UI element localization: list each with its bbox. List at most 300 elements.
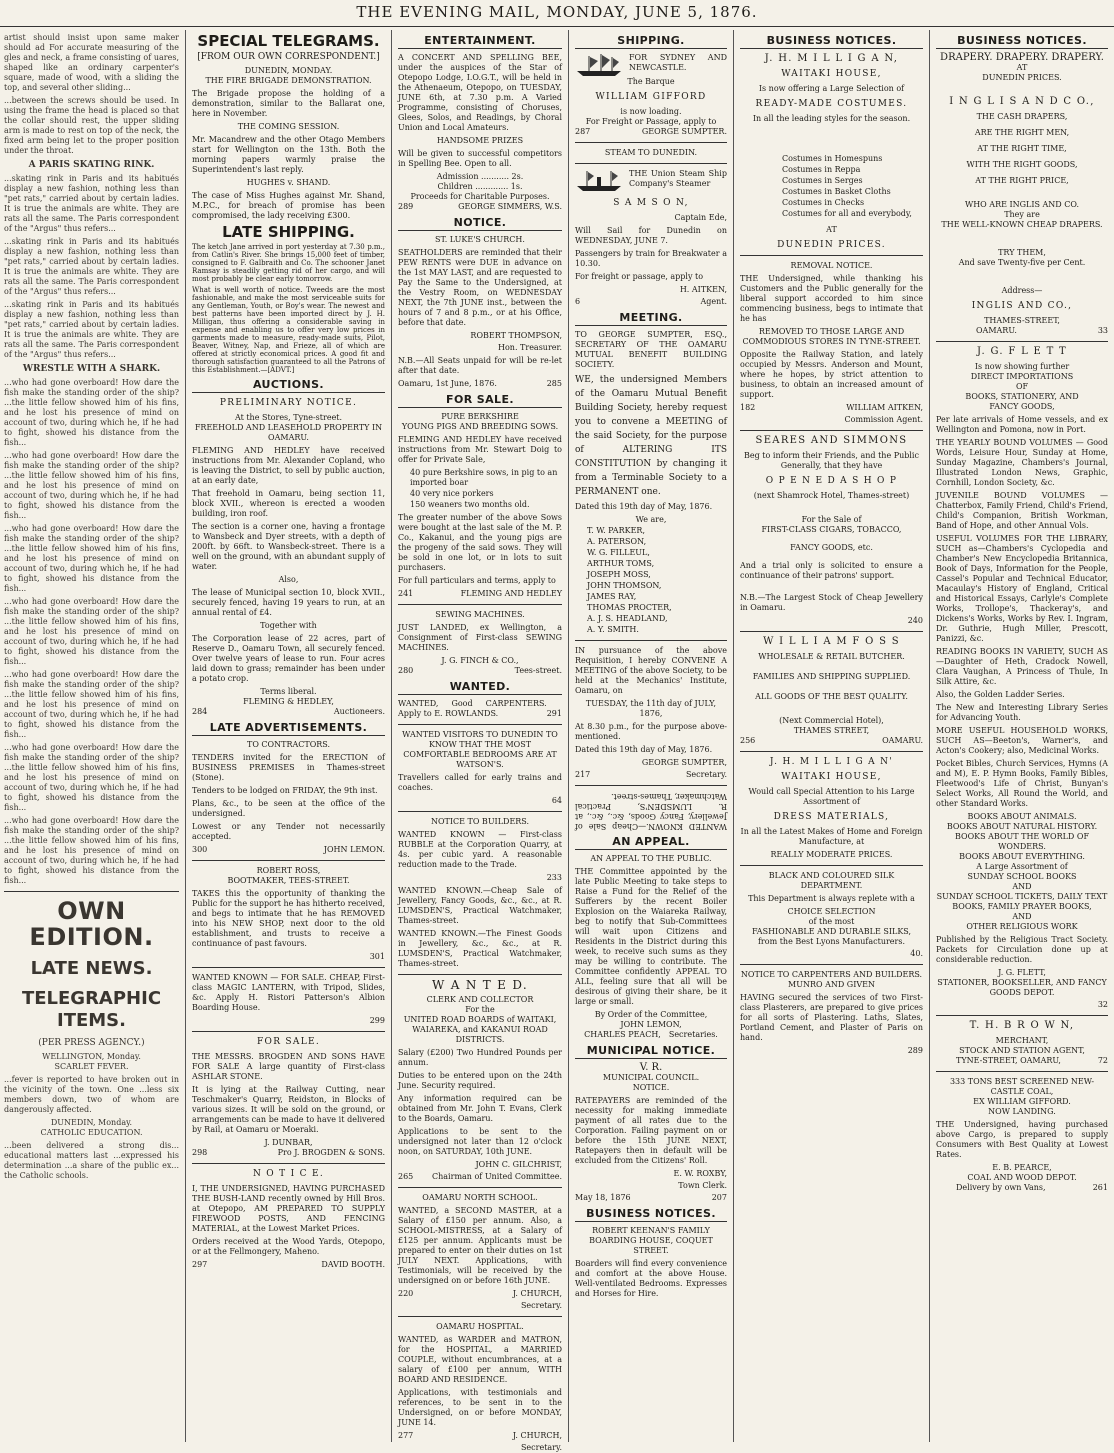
ad-signature: Secretary. bbox=[520, 1301, 562, 1310]
ad-line: UNITED ROAD BOARDS of WAITAKI, WAIAREKA, and KAKANUI ROAD DISTRICTS. bbox=[403, 1015, 557, 1044]
item-text: ...been delivered a strong dis... educational matters last ...expressed his determination ...a share of the public ex... the Catholic schools. bbox=[4, 1141, 179, 1180]
ad-number: 207 bbox=[711, 1193, 727, 1202]
divider bbox=[398, 604, 562, 605]
ad-text: Pocket Bibles, Church Services, Hymns (A and M), E. P. Hymn Books, Family Bibles, Fleetwood's Life of Christ, Bunyan's Select Works, All Round the World, and other Standard Works. bbox=[936, 759, 1108, 808]
ad-signature: DAVID BOOTH. bbox=[321, 1260, 385, 1269]
ad-text: The lease of Municipal section 10, block XVII., securely fenced, having 19 years to run, at an annual rental of £4. bbox=[192, 588, 385, 617]
ad-line: THE WELL-KNOWN CHEAP DRAPERS. bbox=[941, 220, 1103, 229]
ad-text: THE Committee appointed by the late Public Meeting to take steps to Raise a Fund for the Relief of the Sufferers by the recent Boiler Explosion on the Waiareka Railway, beg to notify that Sub-Committees will wait upon Citizens and Residents in the District during this week, to receive such sums as they may be willing to contribute. The Committee confidently APPEAL TO ALL, feeling sure that all will be desirous of giving their share, be it large or small. bbox=[575, 867, 727, 1006]
ad-line: INGLIS AND CO., bbox=[971, 301, 1073, 311]
ad-text: Plans, &c., to be seen at the office of the undersigned. bbox=[192, 799, 385, 818]
ad-line: T. H. B R O W N, bbox=[969, 1020, 1075, 1031]
ad-signature: FLEMING & HEDLEY, bbox=[243, 697, 334, 706]
ad-line: OAMARU. bbox=[976, 326, 1017, 335]
ad-number: 182 bbox=[740, 403, 756, 412]
ad-line: OAMARU NORTH SCHOOL. bbox=[422, 1193, 538, 1202]
divider bbox=[398, 1187, 562, 1188]
ad-text: Published by the Religious Tract Society. Packets for Circulation done up at considerable reduction. bbox=[936, 935, 1108, 964]
ad-line: Delivery by own Vans, bbox=[956, 1183, 1046, 1192]
municipal-heading: MUNICIPAL NOTICE. bbox=[575, 1046, 727, 1059]
divider bbox=[936, 1015, 1108, 1016]
ad-number: 33 bbox=[1097, 326, 1108, 335]
ad-line: For the Sale of bbox=[801, 515, 862, 524]
inverted-ad-text: WANTED KNOWN.—Cheap Sale of Jewellery, Fancy Goods, &c., &c., at R. LUMSDEN'S, Practical Watchmaker, Thames-street. bbox=[575, 792, 727, 831]
ad-line: AT THE RIGHT PRICE, bbox=[975, 176, 1069, 185]
ad-line: STOCK AND STATION AGENT, bbox=[959, 1046, 1085, 1055]
ad-text: REMOVED TO THOSE LARGE AND COMMODIOUS STORES IN TYNE-STREET. bbox=[742, 327, 921, 346]
ad-text: WANTED KNOWN.—Cheap Sale of Jewellery, Fancy Goods, &c., &c., at R. LUMSDEN'S, Practical Watchmaker, Thames-street. bbox=[398, 886, 562, 925]
ad-line: W I L L I A M F O S S bbox=[763, 636, 900, 647]
ad-signature: Town Clerk. bbox=[678, 1181, 727, 1190]
ad-line: MUNRO AND GIVEN bbox=[788, 980, 875, 989]
ad-text: WANTED, a SECOND MASTER, at a Salary of £150 per annum. Also, a SCHOOL-MISTRESS, at a Salary of £125 per annum. Applicants must be prepared to enter on their duties on 1st JULY NEXT. Applications, with Testimonials, will be received by the undersigned on or before 16th JUNE. bbox=[398, 1206, 562, 1285]
ad-text: Any information required can be obtained from Mr. John T. Evans, Clerk to the Boards, Oamaru. bbox=[398, 1094, 562, 1123]
ad-number: 277 bbox=[398, 1431, 414, 1440]
ad-text: WANTED, Good CARPENTERS. Apply to E. ROWLANDS. bbox=[398, 699, 547, 718]
ad-number: 289 bbox=[398, 202, 414, 211]
ad-line: of the most bbox=[808, 917, 855, 926]
list-item: JAMES RAY, bbox=[587, 592, 637, 601]
ad-text: WANTED VISITORS TO DUNEDIN TO KNOW THAT THE MOST COMFORTABLE BEDROOMS ARE AT WATSON'S. bbox=[402, 730, 558, 769]
ad-line: J. H. M I L L I G A N' bbox=[769, 757, 894, 767]
ad-line: BOOKS ABOUT ANIMALS. bbox=[967, 812, 1077, 821]
ad-line: SUNDAY SCHOOL TICKETS, DAILY TEXT BOOKS, FAMILY PRAYER BOOKS, bbox=[936, 892, 1108, 911]
list-item: T. W. PARKER, bbox=[587, 526, 645, 535]
ad-text: Would call Special Attention to his Large Assortment of bbox=[748, 787, 915, 806]
ad-line: NOTICE TO BUILDERS. bbox=[430, 817, 530, 826]
column-6 bbox=[929, 30, 1114, 1442]
divider bbox=[398, 811, 562, 812]
item-heading: CATHOLIC EDUCATION. bbox=[40, 1128, 143, 1137]
ad-line: DRESS MATERIALS, bbox=[773, 812, 890, 822]
ad-text: JUVENILE BOUND VOLUMES — Chatterbox, Family Friend, Child's Friend, Child's Companion, British Workman, Band of Hope, and other Annual Vols. bbox=[936, 491, 1108, 530]
masthead: THE EVENING MAIL, MONDAY, JUNE 5, 1876. bbox=[0, 0, 1114, 27]
list-item: Costumes in Homespuns bbox=[782, 154, 883, 163]
notice-heading: NOTICE. bbox=[398, 218, 562, 231]
ad-signature: J. CHURCH, bbox=[512, 1289, 562, 1298]
ad-line: BOOTMAKER, TEES-STREET. bbox=[227, 876, 350, 885]
ad-line: SUNDAY SCHOOL BOOKS bbox=[967, 872, 1077, 881]
ad-text: Tenders to be lodged on FRIDAY, the 9th inst. bbox=[192, 786, 378, 795]
ad-signature: Auctioneers. bbox=[333, 707, 385, 716]
ad-line: ARE THE RIGHT MEN, bbox=[974, 128, 1070, 137]
ad-line: Admission ........... 2s. bbox=[436, 172, 524, 181]
divider bbox=[936, 1071, 1108, 1072]
ad-text: TENDERS invited for the ERECTION of BUSINESS PREMISES in Thames-street (Stone). bbox=[192, 753, 385, 782]
ad-number: 40. bbox=[910, 949, 923, 958]
ad-line: WAITAKI HOUSE, bbox=[781, 69, 882, 79]
ad-text: The New and Interesting Library Series for Advancing Youth. bbox=[936, 703, 1108, 722]
late-shipping-heading: LATE SHIPPING. bbox=[222, 223, 355, 241]
list-item: W. G. FILLEUL, bbox=[587, 548, 650, 557]
ad-text: The Corporation lease of 22 acres, part of Reserve D., Oamaru Town, all securely fenced. Over twelve years of lease to run. Four acres laid down to grass; remainder has been under a potato crop. bbox=[192, 634, 385, 683]
ad-text: Lowest or any Tender not necessarily accepted. bbox=[192, 822, 385, 841]
ad-line: READY-MADE COSTUMES. bbox=[755, 99, 908, 109]
list-item: JOHN THOMSON, bbox=[587, 581, 662, 590]
ad-line: REMOVAL NOTICE. bbox=[790, 261, 873, 270]
ad-line: WILLIAM GIFFORD bbox=[595, 92, 707, 102]
divider bbox=[192, 967, 385, 968]
item-heading: HUGHES v. SHAND. bbox=[246, 178, 331, 187]
ad-line: WHO ARE INGLIS AND CO. bbox=[964, 200, 1080, 209]
ad-number: 6 bbox=[575, 297, 581, 306]
ad-text: Dated this 19th day of May, 1876. bbox=[575, 745, 713, 754]
ad-line: S A M S O N, bbox=[613, 198, 689, 208]
ad-line: THAMES STREET, bbox=[793, 726, 870, 735]
ad-line: I N G L I S A N D C O., bbox=[949, 96, 1095, 107]
ad-text: READING BOOKS IN VARIETY, SUCH AS—Daughter of Heth, Cradock Nowell, Clara Vaughan, A Princess of Thule, In Silk Attire, &c. bbox=[936, 647, 1108, 686]
ad-line: FREEHOLD AND LEASEHOLD PROPERTY IN OAMARU. bbox=[194, 423, 383, 442]
list-item: A. Y. SMITH. bbox=[587, 625, 639, 634]
ad-text: Dated this 19th day of May, 1876. bbox=[575, 502, 713, 511]
column-2 bbox=[185, 30, 391, 1442]
ad-signature: ROBERT THOMPSON, bbox=[470, 331, 562, 340]
special-telegrams-heading: SPECIAL TELEGRAMS. bbox=[197, 32, 380, 50]
divider bbox=[740, 865, 923, 866]
ad-line: J. H. M I L L I G A N, bbox=[764, 53, 899, 64]
late-advertisements-heading: LATE ADVERTISEMENTS. bbox=[192, 723, 385, 736]
ad-signature: WILLIAM AITKEN, bbox=[846, 403, 923, 412]
ad-line: FASHIONABLE AND DURABLE SILKS, bbox=[751, 927, 912, 936]
ad-text: In all the Latest Makes of Home and Foreign Manufacture, at bbox=[740, 827, 923, 846]
ad-signature: GEORGE SUMPTER, bbox=[641, 758, 727, 767]
ad-line: EX WILLIAM GIFFORD. bbox=[973, 1097, 1071, 1106]
article-fragment: ...who had gone overboard! How dare the fish make the standing order of the ship? ...the little fellow showed him of his fins, and he lost his presence of mind on account of two, during which he, if he had to fight, showed his distance from the fish... bbox=[4, 451, 179, 520]
edition-heading: OWN EDITION. bbox=[29, 897, 154, 951]
column-4 bbox=[568, 30, 733, 1442]
signatories-list bbox=[575, 526, 727, 635]
ad-text: SEATHOLDERS are reminded that their PEW RENTS were DUE in advance on the 1st MAY LAST, and are requested to Pay the Same to the Undersigned, at the Vestry Room, on WEDNESDAY NEXT, the 7th JUNE inst., between the hours of 7 and 8 p.m., or at his Office, before that date. bbox=[398, 248, 562, 327]
ad-number: 217 bbox=[575, 770, 591, 779]
list-item: Costumes for all and everybody, bbox=[782, 209, 912, 218]
ad-number: 265 bbox=[398, 1172, 414, 1181]
ad-number: 72 bbox=[1097, 1056, 1108, 1065]
ad-line: ST. LUKE'S CHURCH. bbox=[435, 235, 525, 244]
ad-text: IN pursuance of the above Requisition, I hereby CONVENE A MEETING of the above Society, to be held at the Mechanics' Institute, Oamaru, on bbox=[575, 646, 727, 695]
ad-line: STATIONER, BOOKSELLER, AND FANCY GOODS DEPOT. bbox=[937, 978, 1107, 997]
ad-line: BOOKS ABOUT NATURAL HISTORY. bbox=[946, 822, 1098, 831]
column-3 bbox=[391, 30, 568, 1452]
ad-line: The Barque bbox=[627, 77, 675, 86]
ad-text: Orders received at the Wood Yards, Otepopo, or at the Fellmongery, Maheno. bbox=[192, 1237, 385, 1256]
ad-line: NOW LANDING. bbox=[988, 1107, 1056, 1116]
ad-line: YOUNG PIGS AND BREEDING SOWS. bbox=[401, 422, 559, 431]
ship-icon bbox=[575, 53, 625, 77]
ad-signature: Tees-street. bbox=[514, 666, 562, 675]
item-heading: THE COMING SESSION. bbox=[237, 122, 340, 131]
ad-signature: GEORGE SUMPTER. bbox=[641, 127, 727, 136]
article-fragment: ...skating rink in Paris and its habitués display a new fashion, nothing less than "pet rats," carried about by certain ladies. It is true the animals are white. They are rats all the same. The Paris correspondent of the "Argus" thus refers... bbox=[4, 174, 179, 233]
ad-signature: FLEMING AND HEDLEY bbox=[460, 589, 562, 598]
ad-line: CHOICE SELECTION bbox=[787, 907, 876, 916]
ad-line: SEWING MACHINES. bbox=[435, 610, 525, 619]
ad-text: JUST LANDED, ex Wellington, a Consignment of First-class SEWING MACHINES. bbox=[398, 623, 562, 652]
ad-line: FOR SYDNEY AND NEWCASTLE. bbox=[629, 53, 727, 72]
ad-number: 287 bbox=[575, 127, 591, 136]
ad-line: They are bbox=[1004, 210, 1040, 219]
ad-date: May 18, 1876 bbox=[575, 1193, 631, 1202]
article-fragment: ...who had gone overboard! How dare the fish make the standing order of the ship? ...the little fellow showed him of his fins, and he lost his presence of mind on account of two, during which he, if he had to fight, showed his distance from the fish... bbox=[4, 670, 179, 739]
list-item: 40 pure Berkshire sows, in pig to an imported boar bbox=[410, 468, 558, 487]
ad-number: 240 bbox=[907, 616, 923, 625]
ad-line: BOOKS ABOUT THE WORLD OF WONDERS. bbox=[954, 832, 1089, 851]
own-correspondent: [FROM OUR OWN CORRESPONDENT.] bbox=[197, 52, 380, 62]
divider bbox=[575, 640, 727, 641]
ad-line: (next Shamrock Hotel, Thames-street) bbox=[753, 491, 910, 500]
divider bbox=[575, 785, 727, 786]
ad-line: N O T I C E. bbox=[252, 1169, 325, 1179]
ad-text: This Department is always replete with a bbox=[748, 894, 915, 903]
ad-text: WANTED KNOWN.—The Finest Goods in Jewellery, &c., &c., at R. LUMSDEN'S, Practical Watchmaker, Thames-street. bbox=[398, 929, 562, 968]
ad-text: N.B.—All Seats unpaid for will be re-let after that date. bbox=[398, 356, 562, 375]
ad-signature: Chairman of United Committee. bbox=[432, 1172, 562, 1181]
press-agency: (PER PRESS AGENCY.) bbox=[38, 1038, 145, 1048]
ad-line: CLERK AND COLLECTOR bbox=[426, 995, 534, 1004]
ad-line: DUNEDIN PRICES. bbox=[982, 73, 1062, 82]
ad-line: PRELIMINARY NOTICE. bbox=[219, 398, 358, 408]
ad-line: MUNICIPAL COUNCIL. bbox=[602, 1073, 700, 1082]
steamer-icon bbox=[575, 169, 625, 193]
ad-signature: CHARLES PEACH, bbox=[584, 1030, 661, 1039]
ad-line: is now loading. bbox=[620, 107, 682, 116]
ad-line: BLACK AND COLOURED SILK DEPARTMENT. bbox=[768, 871, 895, 890]
article-fragment: ...skating rink in Paris and its habitués display a new fashion, nothing less than "pet rats," carried about by certain ladies. It is true the animals are white. They are rats all the same. The Paris correspondent of the "Argus" thus refers... bbox=[4, 237, 179, 296]
ad-signature: Pro J. BROGDEN & SONS. bbox=[277, 1148, 385, 1157]
ad-line: WHOLESALE & RETAIL BUTCHER. bbox=[758, 652, 905, 661]
ad-line: Is now offering a Large Selection of bbox=[758, 84, 905, 93]
ad-line: Together with bbox=[260, 621, 317, 630]
divider bbox=[4, 891, 179, 892]
ad-signature: JOHN LEMON. bbox=[323, 845, 385, 854]
ad-text: Per late arrivals of Home vessels, and ex Wellington and Pomona, now in Port. bbox=[936, 415, 1108, 434]
ad-text: And a trial only is solicited to ensure a continuance of their patrons' support. bbox=[740, 561, 923, 580]
ad-line: We are, bbox=[635, 515, 667, 524]
ad-date: Oamaru, 1st June, 1876. bbox=[398, 379, 497, 388]
ad-line: THAMES-STREET, bbox=[984, 316, 1060, 325]
ad-line: OAMARU. bbox=[882, 736, 923, 745]
ad-text: Will Sail for Dunedin on WEDNESDAY, JUNE 7. bbox=[575, 226, 727, 245]
appeal-heading: AN APPEAL. bbox=[575, 837, 727, 850]
ad-text: WANTED KNOWN — FOR SALE. CHEAP, First-class MAGIC LANTERN, with Tripod, Slides, &c. Apply H. Ristori Patterson's Albion Boarding House. bbox=[192, 973, 385, 1012]
article-fragment: artist should insist upon same maker should ad For accurate measuring of the gles and neck, a frame consisting of uares, shaped like an ordinary carpenter's square, made of wood, with a sliding the top, and several other sliding... bbox=[4, 33, 179, 92]
ad-text: Opposite the Railway Station, and lately occupied by Messrs. Anderson and Mount, where he hopes, by strict attention to business, to obtain an increased amount of support. bbox=[740, 350, 923, 399]
ad-line: For the bbox=[465, 1005, 495, 1014]
divider bbox=[398, 974, 562, 975]
ad-line: OTHER RELIGIOUS WORK bbox=[966, 922, 1078, 931]
item-text: The Brigade propose the holding of a demonstration, similar to the Ballarat one, here in November. bbox=[192, 89, 385, 118]
ad-signature: E. W. ROXBY, bbox=[673, 1169, 727, 1178]
ad-text: Passengers by train for Breakwater a 10.30. bbox=[575, 249, 727, 268]
item-heading: THE FIRE BRIGADE DEMONSTRATION. bbox=[205, 76, 372, 85]
ad-number: 291 bbox=[546, 709, 562, 718]
ad-signature: Secretaries. bbox=[668, 1030, 718, 1039]
ad-line: AT bbox=[1016, 63, 1028, 72]
list-item: JOSEPH MOSS, bbox=[587, 570, 651, 579]
ad-number: 32 bbox=[1097, 1000, 1108, 1009]
ad-number: 64 bbox=[551, 796, 562, 805]
list-item: ARTHUR TOMS, bbox=[587, 559, 655, 568]
ad-line: BOOKS, STATIONERY, AND bbox=[965, 392, 1079, 401]
ad-number: 300 bbox=[192, 845, 208, 854]
ad-line: FAMILIES AND SHIPPING SUPPLIED. bbox=[752, 672, 911, 681]
ad-signature: J. G. FLETT, bbox=[998, 968, 1046, 977]
ad-line: 333 TONS BEST SCREENED NEW-CASTLE COAL, bbox=[949, 1077, 1095, 1096]
article-heading: WRESTLE WITH A SHARK. bbox=[22, 364, 161, 374]
ad-line: TYNE-STREET, OAMARU, bbox=[956, 1056, 1061, 1065]
entertainment-heading: ENTERTAINMENT. bbox=[398, 36, 562, 49]
business-notices-heading: BUSINESS NOTICES. bbox=[575, 1209, 727, 1222]
ad-text: THE MESSRS. BROGDEN AND SONS HAVE FOR SALE A large quantity of First-class ASHLAR STONE. bbox=[192, 1052, 385, 1081]
ad-line: O P E N E D A S H O P bbox=[765, 476, 898, 486]
divider bbox=[398, 1316, 562, 1317]
auctions-heading: AUCTIONS. bbox=[192, 380, 385, 393]
ad-line: Captain Ede, bbox=[674, 213, 727, 222]
ad-line: FIRST-CLASS CIGARS, TOBACCO, bbox=[761, 525, 902, 534]
ad-text: Applications, with testimonials and references, to be sent in to the Undersigned, on or before MONDAY, JUNE 14. bbox=[398, 1388, 562, 1427]
ad-number: 261 bbox=[1092, 1183, 1108, 1192]
ad-signature: GEORGE SIMMERS, W.S. bbox=[458, 202, 562, 211]
ad-number: 297 bbox=[192, 1260, 208, 1269]
ad-text: WANTED KNOWN — First-class RUBBLE at the Corporation Quarry, at 4s. per cubic yard. A reasonable reduction made to the Trade. bbox=[398, 830, 562, 869]
ad-line: AT bbox=[826, 225, 837, 234]
ad-text: The greater number of the above Sows were bought at the last sale of the M. P. Co., Kakanui, and the young pigs are the progeny of the said sows. They will be sold in one lot, or in lots to suit purchasers. bbox=[398, 513, 562, 572]
article-heading: A PARIS SKATING RINK. bbox=[28, 160, 155, 170]
ad-number: 220 bbox=[398, 1289, 414, 1298]
ad-line: Proceeds for Charitable Purposes. bbox=[410, 192, 550, 201]
meeting-heading: MEETING. bbox=[575, 313, 727, 326]
ad-text: Will be given to successful competitors in Spelling Bee. Open to all. bbox=[398, 149, 562, 168]
article-fragment: ...who had gone overboard! How dare the fish make the standing order of the ship? ...the little fellow showed him of his fins, and he lost his presence of mind on account of two, during which he, if he had to fight, showed his distance from the fish... bbox=[4, 378, 179, 447]
ad-text: I, THE UNDERSIGNED, HAVING PURCHASED THE BUSH-LAND recently owned by Hill Bros. at Otepopo, AM PREPARED TO SUPPLY FIREWOOD POSTS, AND FENCING MATERIAL, at the Lowest Market Prices. bbox=[192, 1184, 385, 1233]
ad-signature: H. AITKEN, bbox=[679, 285, 727, 294]
ad-line: DRAPERY. DRAPERY. DRAPERY. bbox=[940, 52, 1104, 63]
ad-text: TO GEORGE SUMPTER, ESQ., SECRETARY OF THE OAMARU MUTUAL BENEFIT BUILDING SOCIETY. bbox=[575, 330, 727, 369]
ad-line: AN APPEAL TO THE PUBLIC. bbox=[590, 854, 712, 863]
list-item: Costumes in Serges bbox=[782, 176, 863, 185]
ad-line: COAL AND WOOD DEPOT. bbox=[967, 1173, 1077, 1182]
ad-line: AT THE RIGHT TIME, bbox=[977, 144, 1067, 153]
ad-line: Is now showing further bbox=[974, 362, 1070, 371]
divider bbox=[192, 860, 385, 861]
late-news-heading: LATE NEWS. bbox=[30, 958, 153, 979]
ad-line: Terms liberal. bbox=[260, 687, 317, 696]
ad-line: ROBERT ROSS, bbox=[256, 866, 321, 875]
ad-signature: J. DUNBAR, bbox=[264, 1138, 313, 1147]
ad-signature: J. G. FINCH & CO., bbox=[441, 656, 519, 665]
ad-number: 285 bbox=[546, 379, 562, 388]
ad-text: MORE USEFUL HOUSEHOLD WORKS, SUCH AS—Beeton's, Warner's, and Acton's Cookery; also, Medicinal Works. bbox=[936, 726, 1108, 755]
ad-line: MERCHANT, bbox=[995, 1036, 1049, 1045]
ad-text: For freight or passage, apply to bbox=[575, 272, 704, 281]
ad-text: RATEPAYERS are reminded of the necessity for making immediate payment of all rates due to the Corporation. Failing payment on or before the 15th JUNE NEXT, Ratepayers then in default will be excluded from the Citizens' Roll. bbox=[575, 1096, 727, 1165]
costumes-list bbox=[770, 154, 923, 219]
ad-line: And save Twenty-five per Cent. bbox=[958, 258, 1086, 267]
ad-line: NOTICE. bbox=[632, 1083, 670, 1092]
ad-line: OF bbox=[1015, 382, 1029, 391]
article-fragment: ...who had gone overboard! How dare the fish make the standing order of the ship? ...the little fellow showed him of his fins, and he lost his presence of mind on account of two, during which he, if he had to fight, showed his distance from the fish... bbox=[4, 816, 179, 885]
ad-line: ALL GOODS OF THE BEST QUALITY. bbox=[755, 692, 908, 701]
ad-text: Boarders will find every convenience and comfort at the above House. Well-ventilated Bedrooms. Expresses and Horses for Hire. bbox=[575, 1259, 727, 1298]
ad-text: THE Undersigned, while thanking his Customers and the Public generally for the liberal support accorded to him since commencing business, begs to intimate that he has bbox=[740, 274, 923, 323]
ad-signature: Secretary. bbox=[685, 770, 727, 779]
article-fragment: ...who had gone overboard! How dare the fish make the standing order of the ship? ...the little fellow showed him of his fins, and he lost his presence of mind on account of two, during which he, if he had to fight, showed his distance from the fish... bbox=[4, 524, 179, 593]
ad-line: PURE BERKSHIRE bbox=[441, 412, 519, 421]
ad-line: SEARES AND SIMMONS bbox=[755, 435, 908, 446]
list-item: 150 weaners two months old. bbox=[410, 500, 530, 509]
ad-line: THE CASH DRAPERS, bbox=[976, 112, 1068, 121]
article-fragment: ...who had gone overboard! How dare the fish make the standing order of the ship? ...the little fellow showed him of his fins, and he lost his presence of mind on account of two, during which he, if he had to fight, showed his distance from the fish... bbox=[4, 597, 179, 666]
divider bbox=[398, 724, 562, 725]
list-item: THOMAS PROCTER, bbox=[587, 603, 672, 612]
ad-line: AND bbox=[1012, 882, 1032, 891]
list-item: Costumes in Reppa bbox=[782, 165, 861, 174]
ad-number: 256 bbox=[740, 736, 756, 745]
ad-text: HAVING secured the services of two First-class Plasterers, are prepared to give prices for all sorts of Plastering. Laths, Slates, Portland Cement, and Plaster of Paris on hand. bbox=[740, 993, 923, 1042]
ad-text: THE YEARLY BOUND VOLUMES — Good Words, Leisure Hour, Sunday at Home, Sunday Magazine, Chambers's Journal, Illustrated London News, Graphic, Cornhill, London Society, &c. bbox=[936, 438, 1108, 487]
ad-line: WAITAKI HOUSE, bbox=[781, 772, 882, 782]
list-item: A. J. S. HEADLAND, bbox=[587, 614, 668, 623]
ad-text: Also, the Golden Ladder Series. bbox=[936, 690, 1065, 699]
ad-line: FANCY GOODS, etc. bbox=[790, 543, 873, 552]
ad-text: Salary (£200) Two Hundred Pounds per annum. bbox=[398, 1048, 562, 1067]
divider bbox=[936, 341, 1108, 342]
ad-signature: JOHN LEMON, bbox=[620, 1020, 682, 1029]
ad-line: TO CONTRACTORS. bbox=[246, 740, 331, 749]
article-fragment: ...between the screws should be used. In using the frame the head is placed so that the collar should rest, the upper sliding arm is made to rest on top of the neck, the fixed arm being let to the proper position under the throat. bbox=[4, 96, 179, 155]
ad-number: 299 bbox=[369, 1016, 385, 1025]
list-item: 40 very nice porkers bbox=[410, 489, 494, 498]
list-item: A. PATERSON, bbox=[587, 537, 647, 546]
ad-text: FLEMING AND HEDLEY have received instructions from Mr. Alexander Copland, who is leaving the District, to sell by public auction, at an early date, bbox=[192, 446, 385, 485]
dateline: DUNEDIN, Monday. bbox=[50, 1118, 133, 1127]
ad-line: Address— bbox=[1001, 286, 1043, 295]
ad-line: V. R. bbox=[639, 1062, 663, 1073]
ad-line: WITH THE RIGHT GOODS, bbox=[966, 160, 1078, 169]
column-5 bbox=[733, 30, 929, 1442]
dateline: DUNEDIN, MONDAY. bbox=[244, 66, 333, 75]
divider bbox=[740, 964, 923, 965]
ad-signature: Commission Agent. bbox=[844, 415, 923, 424]
ad-line: DIRECT IMPORTATIONS bbox=[970, 372, 1074, 381]
ad-text: A CONCERT AND SPELLING BEE, under the auspices of the Star of Otepopo Lodge, I.O.G.T., will be held in the Athenaeum, Otepopo, on TUESDAY, JUNE 6th, at 7.30 p.m. A Varied Programme, consisting of Choruses, Glees, Solos, and Readings, by Choral Union and Local Amateurs. bbox=[398, 53, 562, 132]
article-fragment: ...skating rink in Paris and its habitués display a new fashion, nothing less than "pet rats," carried about by certain ladies. It is true the animals are white. They are rats all the same. The Paris correspondent of the "Argus" thus refers... bbox=[4, 300, 179, 359]
ad-text: Applications to be sent to the undersigned not later than 12 o'clock noon, on SATURDAY, 10th JUNE. bbox=[398, 1127, 562, 1156]
divider bbox=[192, 1163, 385, 1164]
ad-line: BOOKS ABOUT EVERYTHING. bbox=[959, 852, 1085, 861]
ad-line: In all the leading styles for the season. bbox=[752, 114, 911, 123]
ad-text: At 8.30 p.m., for the purpose above-mentioned. bbox=[575, 722, 727, 741]
ad-line: HANDSOME PRIZES bbox=[436, 136, 524, 145]
ad-text: THE Undersigned, having purchased above Cargo, is prepared to supply Consumers with Best Quality at Lowest Rates. bbox=[936, 1120, 1108, 1159]
divider bbox=[740, 751, 923, 752]
ad-signature: E. B. PEARCE, bbox=[992, 1163, 1052, 1172]
ad-text: WANTED, as WARDER and MATRON, for the HOSPITAL, a MARRIED COUPLE, without encumbrances, at a salary of £100 per annum, WITH BOARD AND RESIDENCE. bbox=[398, 1335, 562, 1384]
ad-line: from the Best Lyons Manufacturers. bbox=[757, 937, 906, 946]
shipping-heading: SHIPPING. bbox=[575, 36, 727, 49]
ad-text: That freehold in Oamaru, being section 11, block XVII., whereon is erected a wooden building, iron roof. bbox=[192, 489, 385, 518]
ad-text: FLEMING AND HEDLEY have received instructions from Mr. Stewart Doig to offer for Private Sale, bbox=[398, 435, 562, 464]
ad-number: 284 bbox=[192, 707, 208, 716]
for-sale-heading: FOR SALE. bbox=[398, 395, 562, 408]
ad-number: 241 bbox=[398, 589, 414, 598]
ad-line: AND bbox=[1012, 912, 1032, 921]
ad-number: 280 bbox=[398, 666, 414, 675]
ad-text: N.B.—The Largest Stock of Cheap Jewellery in Oamaru. bbox=[740, 593, 923, 612]
ad-line: W A N T E D. bbox=[432, 978, 528, 992]
item-text: What is well worth of notice. Tweeds are the most fashionable, and make the most serviceable suits for any Gentleman, Youth, or Boy's wear. The newest and best patterns have been imported direct by J. H. Milligan, thus offering a considerable saving in expense and enabling us to offer very low prices in garments made to measure, ready-made suits, Pilot, Beaver, Witney, Nap, and Frieze, all of which are offered at strictly economical prices. A good fit and thorough satisfaction guaranteed to all the Patrons of this Establishment.—[ADVT.] bbox=[192, 286, 385, 374]
divider bbox=[740, 430, 923, 431]
column-1 bbox=[0, 30, 185, 1442]
